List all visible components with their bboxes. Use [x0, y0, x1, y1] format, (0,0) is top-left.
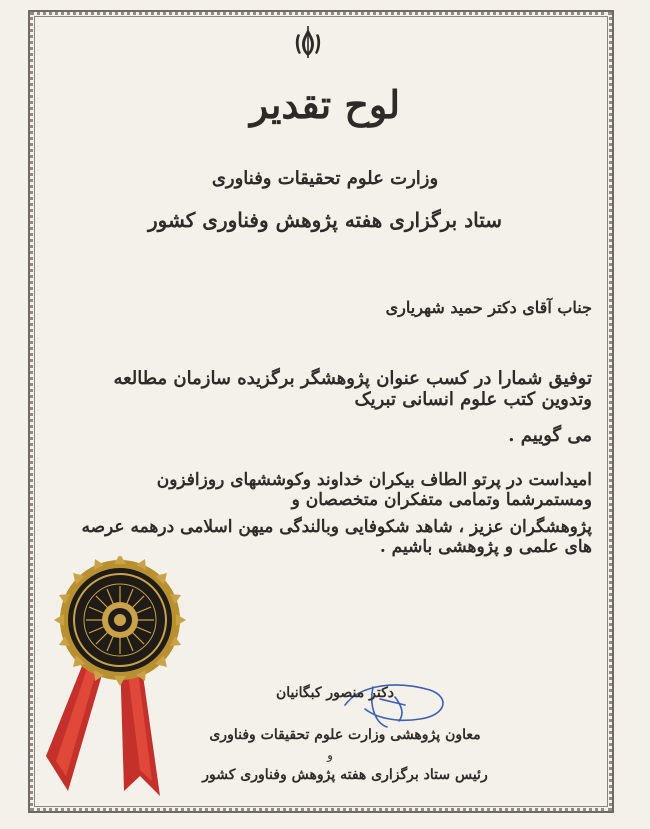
signatory-position-1: معاون پژوهشی وزارت علوم تحقیقات وفناوری	[209, 727, 481, 743]
signatory-conjunction: و	[327, 748, 333, 762]
body-line-4: پژوهشگران عزیز ، شاهد شکوفایی وبالندگی میهن اسلامی درهمه عرصه های علمی و پژوهشی باشیم .	[81, 517, 592, 557]
signatory-name: دکتر منصور کبگانیان	[275, 685, 394, 701]
signatory-position-2: رئیس ستاد برگزاری هفته پژوهش وفناوری کشور	[202, 767, 488, 783]
gold-seal-icon	[28, 556, 203, 801]
body-line-1: توفیق شمارا در کسب عنوان پژوهشگر برگزیده سازمان مطالعه وتدوین کتب علوم انسانی تبریک	[113, 368, 592, 410]
iran-emblem-icon	[290, 24, 326, 60]
committee-name: ستاد برگزاری هفته پژوهش وفناوری کشور	[147, 208, 503, 232]
body-line-2: می گوییم .	[508, 425, 592, 446]
recipient-line: جناب آقای دکتر حمید شهریاری	[385, 298, 592, 317]
certificate-title: لوح تقدیر	[249, 82, 401, 127]
handwritten-signature	[335, 675, 455, 735]
body-line-3: امیداست در پرتو الطاف بیکران خداوند وکوششهای روزافزون ومستمرشما وتمامی متفکران متخصصان و	[156, 470, 592, 510]
ministry-name: وزارت علوم تحقیقات وفناوری	[211, 168, 439, 189]
